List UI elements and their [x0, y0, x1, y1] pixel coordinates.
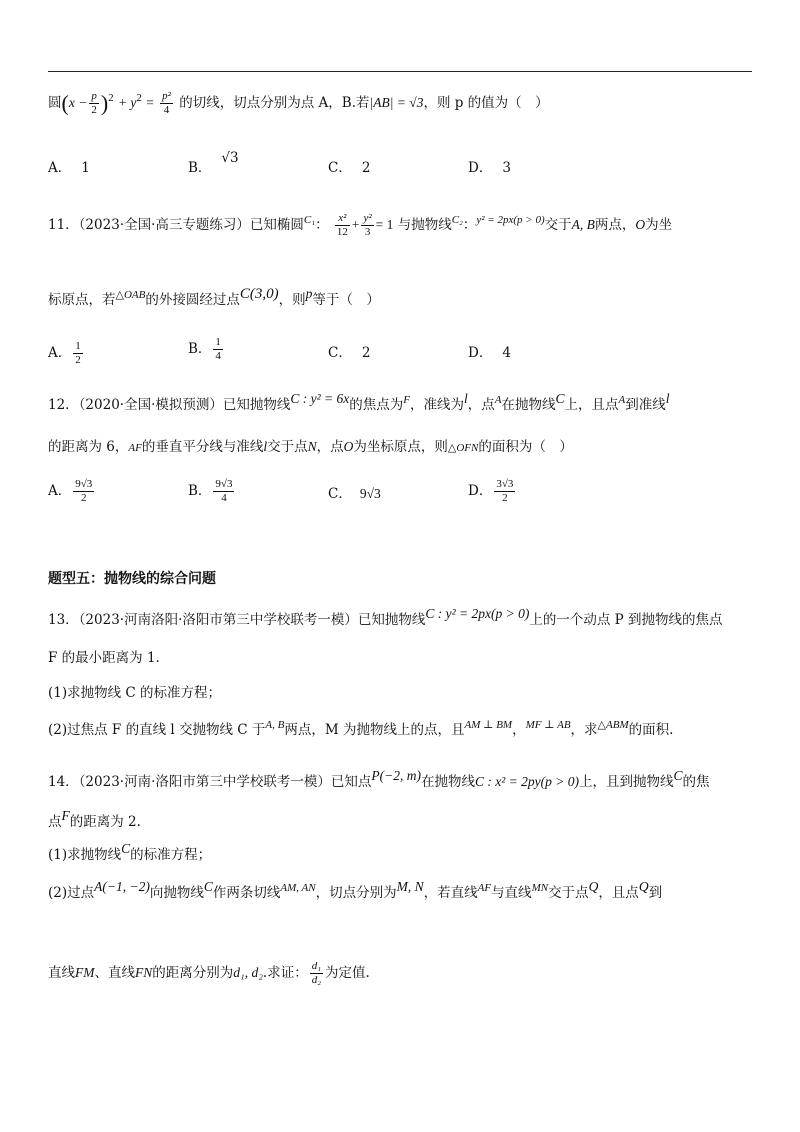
q13-stem-line2: F 的最小距离为 1. [48, 650, 160, 666]
q14-part2-line2: 直线FM、直线FN的距离分别为d₁, d₂.求证： $\frac{\text{d₁}}{\text{d₂}}$ 为定值. [48, 960, 370, 986]
q14-part2-line1: (2)过点A(−1, −2)向抛物线C作两条切线$^{AM, AN}$，切点分别为M, N，若直线$^{AF}$与直线$^{MN}$交于点Q，且点Q到 [48, 879, 663, 901]
q10-option-b[interactable]: B．√3 [188, 150, 239, 176]
q13-part2: (2)过焦点 F 的直线 l 交抛物线 C 于$^{A, B}$两点，M 为抛物线上的点，且$^{AM \perp BM}$，$^{MF \perp AB}$，求$^{\triangle ABM}$的面积. [48, 719, 674, 738]
q11-option-a[interactable]: A． $\frac{1}{2}$ [48, 340, 81, 366]
section-heading: 题型五：抛物线的综合问题 [48, 571, 216, 587]
q10-option-d[interactable]: D． 3 [468, 160, 511, 176]
q10-option-c[interactable]: C． 2 [328, 160, 371, 176]
q14-stem-line1: 14．（2023·河南·洛阳市第三中学校联考一模）已知点P(−2, m)在抛物线C : x² = 2py(p > 0)上，且到抛物线C的焦 [48, 768, 710, 790]
q11-stem-line2: 标原点，若$^{\triangle OAB}$的外接圆经过点C(3,0)，则p等于（ ） [48, 286, 380, 308]
q11-option-c[interactable]: C． 2 [328, 345, 371, 361]
q11-option-d[interactable]: D． 4 [468, 345, 511, 361]
q12-option-c[interactable]: C． 9√3 [328, 486, 381, 502]
q10-option-a[interactable]: A． 1 [48, 160, 90, 176]
header-rule [48, 71, 752, 72]
q12-stem-line1: 12．（2020·全国·模拟预测）已知抛物线C : y² = 6x的焦点为$^F$，准线为l，点$^A$在抛物线C上，且点$^A$到准线l [48, 391, 670, 413]
q10-stem: 圆(x − $\frac{p}{2}$ )$^2 + y^2$ = $\frac{\text{p²}}{4}$ 的切线，切点分别为点 A，B.若|AB| = √3，则 p 的值为（ ） [48, 90, 549, 116]
q14-stem-line2: 点F的距离为 2. [48, 808, 141, 830]
q13-part1: (1)求抛物线 C 的标准方程； [48, 685, 222, 701]
q12-stem-line2: 的距离为 6，AF的垂直平分线与准线l交于点N，点O为坐标原点，则△OFN的面积为（ ） [48, 439, 573, 455]
q13-stem-line1: 13．（2023·河南洛阳·洛阳市第三中学校联考一模）已知抛物线C : y² = 2px(p > 0)上的一个动点 P 到抛物线的焦点 [48, 606, 723, 628]
q12-option-d[interactable]: D． $\frac{3√3}{2}$ [468, 478, 514, 504]
q12-option-a[interactable]: A． $\frac{9√3}{2}$ [48, 478, 93, 504]
q14-part1: (1)求抛物线C的标准方程； [48, 841, 212, 863]
q12-option-b[interactable]: B． $\frac{9√3}{4}$ [188, 478, 233, 504]
q11-stem-line1: 11．（2023·全国·高三专题练习）已知椭圆$^{C_1}$： $\frac{\text{x²}}{12}$ + $\frac{\text{y²}}{3}$ = 1 与抛物线$^{C_2}$：$^{y^2 = 2px(p > 0)}$交于A, B两点，O为坐 [48, 212, 673, 238]
q11-option-b[interactable]: B． $\frac{1}{4}$ [188, 336, 221, 362]
